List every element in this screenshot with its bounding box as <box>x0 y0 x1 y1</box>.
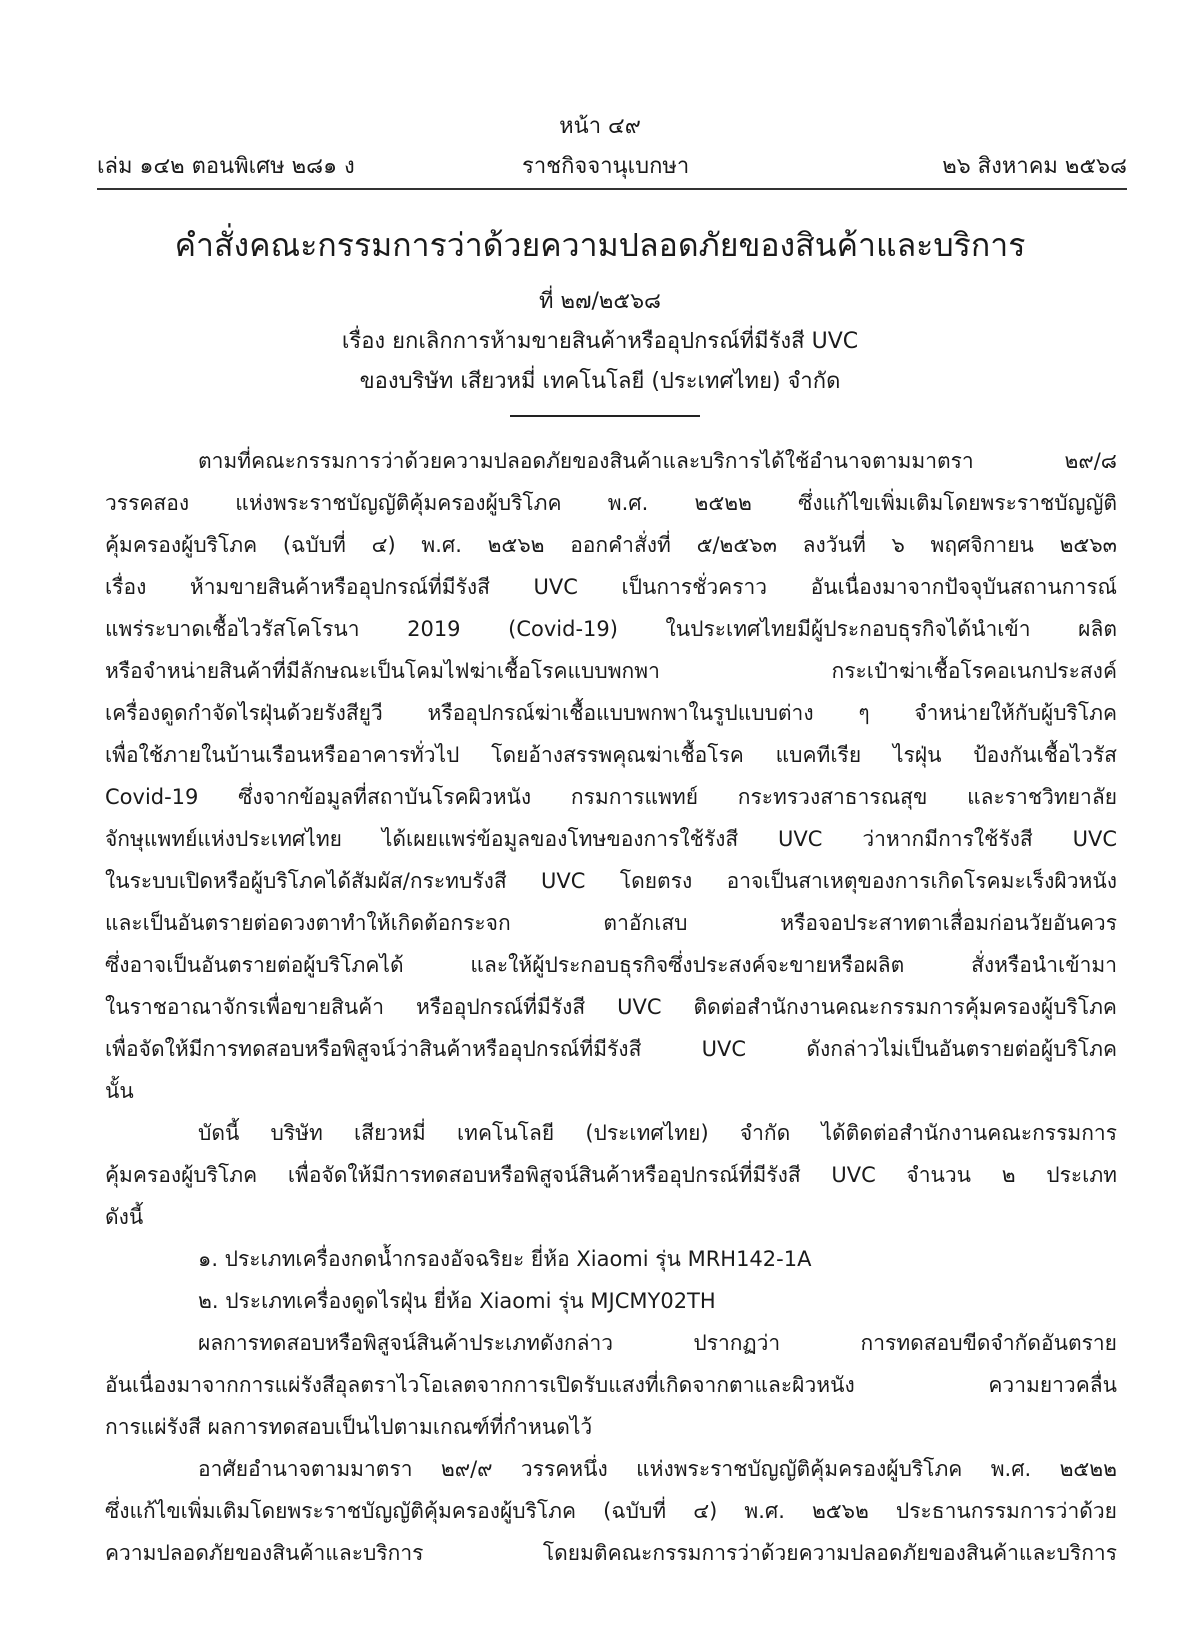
publication-date: ๒๖ สิงหาคม ๒๕๖๘ <box>942 154 1127 179</box>
page-number: หน้า ๔๙ <box>559 114 641 139</box>
body-line: ตามที่คณะกรรมการว่าด้วยความปลอดภัยของสินค้าและบริการได้ใช้อำนาจตามมาตรา ๒๙/๘ <box>198 449 1117 473</box>
document-title: คำสั่งคณะกรรมการว่าด้วยความปลอดภัยของสินค้าและบริการ <box>174 226 1026 264</box>
body-line: การแผ่รังสี ผลการทดสอบเป็นไปตามเกณฑ์ที่กำหนดไว้ <box>105 1415 593 1439</box>
title-divider <box>510 415 700 417</box>
header-rule <box>97 188 1127 190</box>
order-number: ที่ ๒๗/๒๕๖๘ <box>538 289 662 314</box>
volume-issue: เล่ม ๑๔๒ ตอนพิเศษ ๒๘๑ ง <box>97 154 355 179</box>
list-item: ๒. ประเภทเครื่องดูดไรฝุ่น ยี่ห้อ Xiaomi รุ่น MJCMY02TH <box>198 1289 716 1313</box>
body-line: นั้น <box>105 1079 134 1103</box>
body-line: ผลการทดสอบหรือพิสูจน์สินค้าประเภทดังกล่าว ปรากฏว่า การทดสอบขีดจำกัดอันตราย <box>198 1331 1117 1355</box>
body-line: เพื่อใช้ภายในบ้านเรือนหรืออาคารทั่วไป โดยอ้างสรรพคุณฆ่าเชื้อโรค แบคทีเรีย ไรฝุ่น ป้องกันเชื้อไวรัส <box>105 743 1117 767</box>
body-line: ดังนี้ <box>105 1205 144 1229</box>
body-line: บัดนี้ บริษัท เสียวหมี่ เทคโนโลยี (ประเทศไทย) จำกัด ได้ติดต่อสำนักงานคณะกรรมการ <box>198 1121 1117 1145</box>
body-line: จักษุแพทย์แห่งประเทศไทย ได้เผยแพร่ข้อมูลของโทษของการใช้รังสี UVC ว่าหากมีการใช้รังสี UVC <box>105 827 1117 851</box>
body-line: Covid-19 ซึ่งจากข้อมูลที่สถาบันโรคผิวหนัง กรมการแพทย์ กระทรวงสาธารณสุข และราชวิทยาลัย <box>105 785 1117 809</box>
body-line: วรรคสอง แห่งพระราชบัญญัติคุ้มครองผู้บริโภค พ.ศ. ๒๕๒๒ ซึ่งแก้ไขเพิ่มเติมโดยพระราชบัญญัติ <box>105 491 1117 515</box>
body-line: หรือจำหน่ายสินค้าที่มีลักษณะเป็นโคมไฟฆ่าเชื้อโรคแบบพกพา กระเป๋าฆ่าเชื้อโรคอเนกประสงค์ <box>105 659 1117 683</box>
subject-line-2: ของบริษัท เสียวหมี่ เทคโนโลยี (ประเทศไทย) จำกัด <box>359 369 841 394</box>
gazette-name: ราชกิจจานุเบกษา <box>522 154 690 179</box>
body-line: ในระบบเปิดหรือผู้บริโภคได้สัมผัส/กระทบรังสี UVC โดยตรง อาจเป็นสาเหตุของการเกิดโรคมะเร็งผิวหนัง <box>105 869 1117 893</box>
subject-line-1: เรื่อง ยกเลิกการห้ามขายสินค้าหรืออุปกรณ์ที่มีรังสี UVC <box>341 329 859 354</box>
body-line: และเป็นอันตรายต่อดวงตาทำให้เกิดต้อกระจก ตาอักเสบ หรือจอประสาทตาเสื่อมก่อนวัยอันควร <box>105 911 1117 935</box>
body-line: อันเนื่องมาจากการแผ่รังสีอุลตราไวโอเลตจากการเปิดรับแสงที่เกิดจากตาและผิวหนัง ความยาวคลื่น <box>105 1373 1117 1397</box>
body-line: แพร่ระบาดเชื้อไวรัสโคโรนา 2019 (Covid-19) ในประเทศไทยมีผู้ประกอบธุรกิจได้นำเข้า ผลิต <box>105 617 1117 641</box>
body-line: อาศัยอำนาจตามมาตรา ๒๙/๙ วรรคหนึ่ง แห่งพระราชบัญญัติคุ้มครองผู้บริโภค พ.ศ. ๒๕๒๒ <box>198 1457 1117 1481</box>
body-line: ซึ่งแก้ไขเพิ่มเติมโดยพระราชบัญญัติคุ้มครองผู้บริโภค (ฉบับที่ ๔) พ.ศ. ๒๕๖๒ ประธานกรรมการว่าด้วย <box>105 1499 1117 1523</box>
body-line: เพื่อจัดให้มีการทดสอบหรือพิสูจน์ว่าสินค้าหรืออุปกรณ์ที่มีรังสี UVC ดังกล่าวไม่เป็นอันตรายต่อผู้บริโภค <box>105 1037 1117 1061</box>
body-line: ความปลอดภัยของสินค้าและบริการ โดยมติคณะกรรมการว่าด้วยความปลอดภัยของสินค้าและบริการ <box>105 1541 1117 1565</box>
body-line: คุ้มครองผู้บริโภค (ฉบับที่ ๔) พ.ศ. ๒๕๖๒ ออกคำสั่งที่ ๕/๒๕๖๓ ลงวันที่ ๖ พฤศจิกายน ๒๕๖๓ <box>105 533 1117 557</box>
list-item: ๑. ประเภทเครื่องกดน้ำกรองอัจฉริยะ ยี่ห้อ Xiaomi รุ่น MRH142-1A <box>198 1247 812 1271</box>
body-line: เรื่อง ห้ามขายสินค้าหรืออุปกรณ์ที่มีรังสี UVC เป็นการชั่วคราว อันเนื่องมาจากปัจจุบันสถานการณ์ <box>105 575 1117 599</box>
body-line: เครื่องดูดกำจัดไรฝุ่นด้วยรังสียูวี หรืออุปกรณ์ฆ่าเชื้อแบบพกพาในรูปแบบต่าง ๆ จำหน่ายให้กับผู้บริโภค <box>105 701 1117 725</box>
body-line: ในราชอาณาจักรเพื่อขายสินค้า หรืออุปกรณ์ที่มีรังสี UVC ติดต่อสำนักงานคณะกรรมการคุ้มครองผู้บริโภค <box>105 995 1117 1019</box>
body-line: ซึ่งอาจเป็นอันตรายต่อผู้บริโภคได้ และให้ผู้ประกอบธุรกิจซึ่งประสงค์จะขายหรือผลิต สั่งหรือนำเข้ามา <box>105 953 1117 977</box>
body-line: คุ้มครองผู้บริโภค เพื่อจัดให้มีการทดสอบหรือพิสูจน์สินค้าหรืออุปกรณ์ที่มีรังสี UVC จำนวน ๒ ประเภท <box>105 1163 1117 1187</box>
gazette-header <box>97 148 1127 182</box>
document-body <box>105 440 1117 1574</box>
